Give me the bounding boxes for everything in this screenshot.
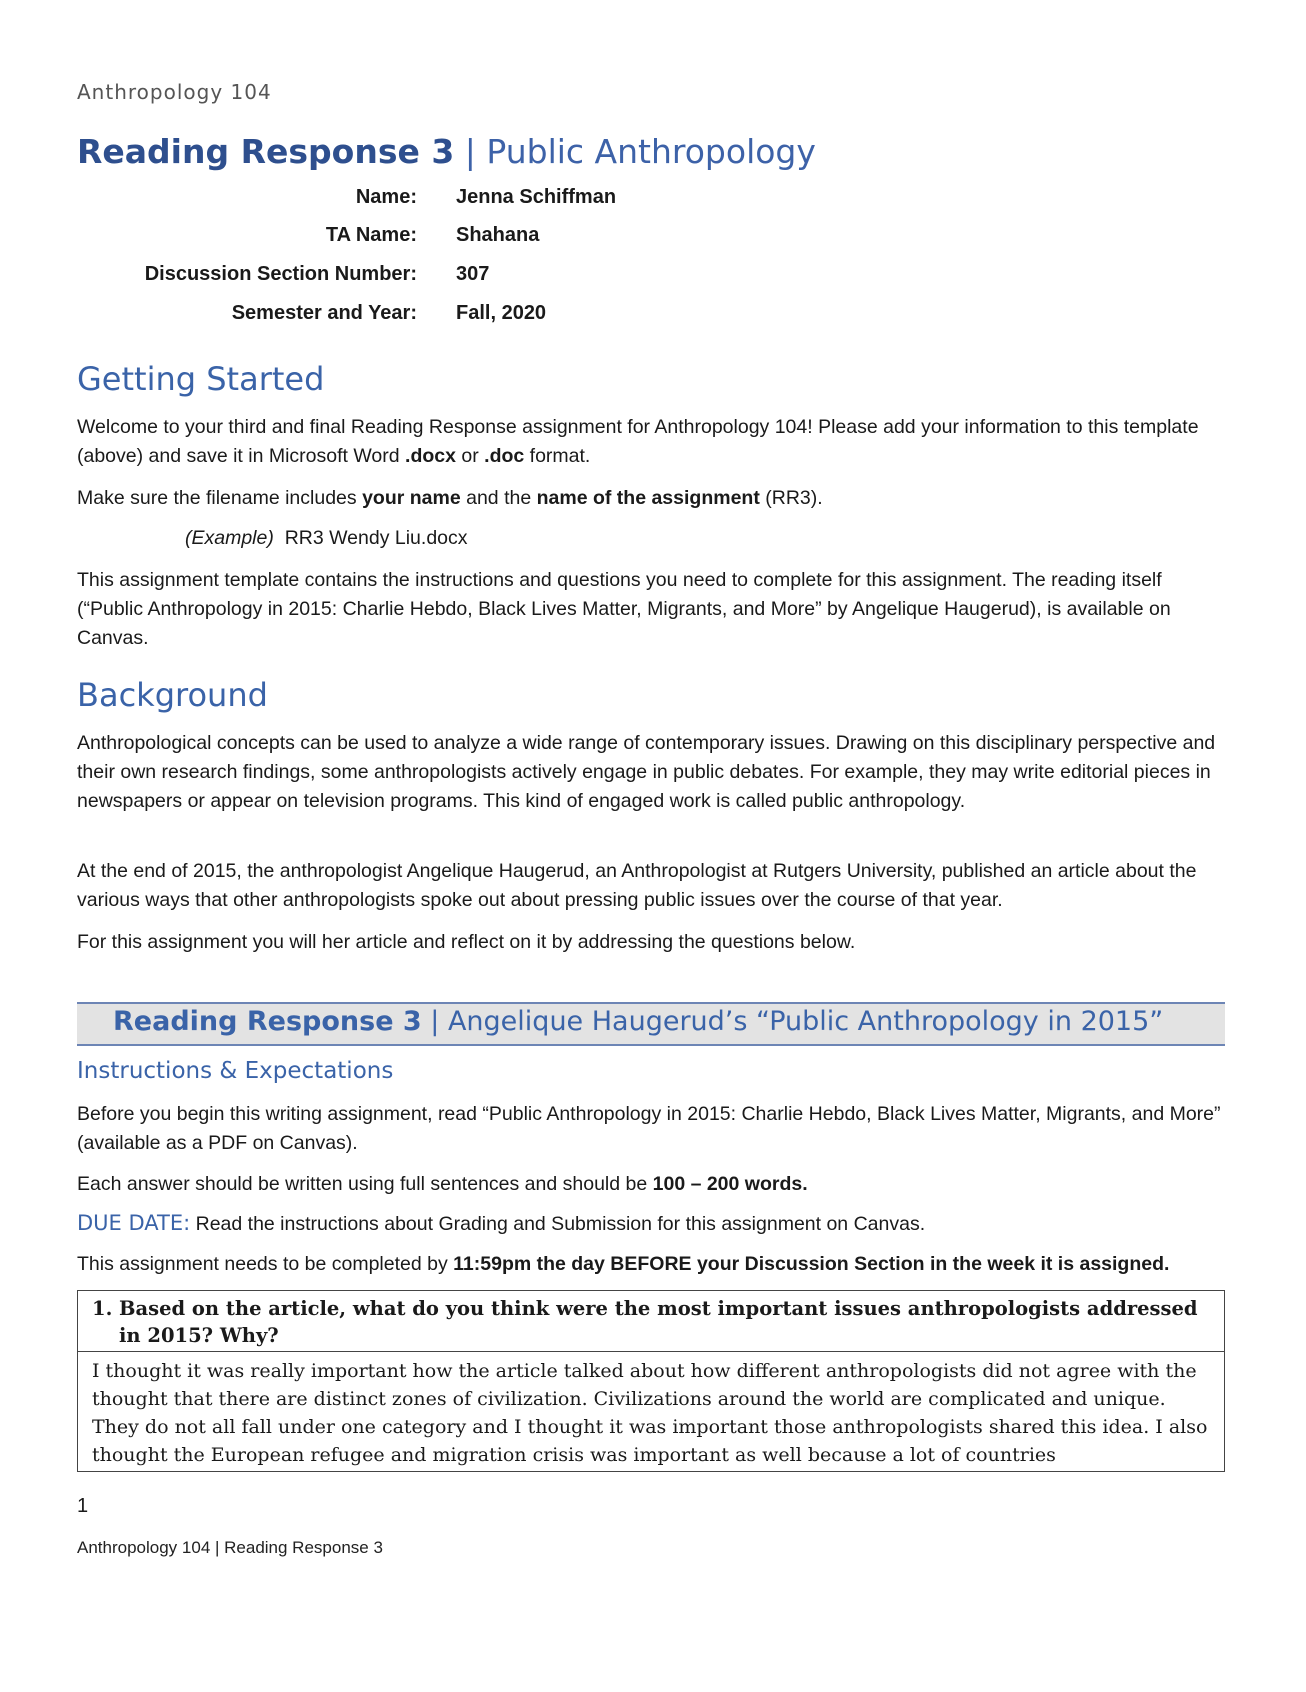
due-date-label: DUE DATE: bbox=[77, 1211, 191, 1235]
text-run: Welcome to your third and final Reading Response assignment for Anthropology 104! Please add your information to this template (above) and save it in Microsoft Word bbox=[77, 416, 1199, 467]
background-heading: Background bbox=[77, 676, 268, 714]
instructions-paragraph-2 bbox=[77, 1170, 1227, 1199]
background-paragraph-3: For this assignment you will her article and reflect on it by addressing the questions below. bbox=[77, 931, 856, 953]
banner-title bbox=[113, 1006, 1163, 1037]
info-label: TA Name: bbox=[325, 224, 417, 246]
page-footer: Anthropology 104 | Reading Response 3 bbox=[77, 1538, 383, 1557]
deadline-paragraph bbox=[77, 1250, 1227, 1279]
text-run: and the bbox=[460, 487, 537, 509]
question-1-header bbox=[78, 1291, 1224, 1352]
getting-started-paragraph-1 bbox=[77, 413, 1227, 471]
text-run-bold: .doc bbox=[484, 445, 525, 467]
text-run: or bbox=[455, 445, 485, 467]
text-run-bold: your name bbox=[362, 487, 461, 509]
page-number: 1 bbox=[77, 1495, 89, 1517]
text-run: format. bbox=[524, 445, 591, 467]
info-value: Jenna Schiffman bbox=[456, 186, 617, 208]
question-1-box bbox=[77, 1290, 1225, 1472]
banner-rest: | Angelique Haugerud’s “Public Anthropology in 2015” bbox=[421, 1006, 1164, 1037]
course-name: Anthropology 104 bbox=[77, 80, 272, 104]
question-1-text bbox=[92, 1295, 1202, 1349]
question-number: 1. bbox=[92, 1297, 113, 1320]
text-run: This assignment needs to be completed by bbox=[77, 1253, 454, 1275]
text-run-bold: name of the assignment bbox=[536, 487, 760, 509]
example-value: RR3 Wendy Liu.docx bbox=[273, 527, 468, 549]
title-bold: Reading Response 3 bbox=[77, 132, 455, 171]
info-value: 307 bbox=[456, 263, 490, 285]
getting-started-heading: Getting Started bbox=[77, 360, 325, 398]
text-run-bold: .docx bbox=[405, 445, 456, 467]
text-run: Make sure the filename includes bbox=[77, 487, 363, 509]
background-paragraph-2: At the end of 2015, the anthropologist Angelique Haugerud, an Anthropologist at Rutgers University, published an article about the various ways that other anthropologists spoke out about pressing public issues over the course of that year. bbox=[77, 860, 1197, 911]
getting-started-paragraph-3: This assignment template contains the instructions and questions you need to complete for this assignment. The reading itself (“Public Anthropology in 2015: Charlie Hebdo, Black Lives Matter, Migrants, and More” by Angelique Haugerud), is available on Canvas. bbox=[77, 569, 1171, 649]
info-label: Discussion Section Number: bbox=[144, 263, 417, 285]
question-label: Based on the article, what do you think were the most important issues anthropologists addressed in 2015? Why? bbox=[119, 1297, 1198, 1347]
info-value: Shahana bbox=[456, 224, 540, 246]
question-1-answer[interactable]: I thought it was really important how the article talked about how different anthropologists did not agree with the thought that there are distinct zones of civilization. Civilizations around the world are complicated and unique. They do not all fall under one category and I thought it was important those anthropologists shared this idea. I also thought the European refugee and migration crisis was important as well because a lot of countries bbox=[92, 1360, 1208, 1466]
banner-bold: Reading Response 3 bbox=[113, 1006, 422, 1037]
info-label: Semester and Year: bbox=[231, 302, 417, 324]
info-value: Fall, 2020 bbox=[456, 302, 547, 324]
text-run: (RR3). bbox=[759, 487, 823, 509]
title-separator: | bbox=[454, 132, 487, 171]
text-run-bold: 100 – 200 words. bbox=[652, 1173, 808, 1195]
info-label: Name: bbox=[355, 186, 417, 208]
getting-started-paragraph-2 bbox=[77, 484, 1227, 513]
page-title bbox=[77, 132, 816, 171]
text-run: Each answer should be written using full sentences and should be bbox=[77, 1173, 653, 1195]
background-paragraph-1: Anthropological concepts can be used to analyze a wide range of contemporary issues. Drawing on this disciplinary perspective and their own research findings, some anthropologists actively engage in public debates. For example, they may write editorial pieces in newspapers or appear on television programs. This kind of engaged work is called public anthropology. bbox=[77, 732, 1216, 812]
instructions-paragraph-1: Before you begin this writing assignment, read “Public Anthropology in 2015: Charlie Hebdo, Black Lives Matter, Migrants, and More” (available as a PDF on Canvas). bbox=[77, 1103, 1221, 1154]
instructions-heading: Instructions & Expectations bbox=[77, 1058, 394, 1084]
text-run: Read the instructions about Grading and Submission for this assignment on Canvas. bbox=[190, 1213, 926, 1235]
section-banner bbox=[77, 1002, 1225, 1046]
title-subject: Public Anthropology bbox=[486, 132, 816, 171]
due-date-paragraph bbox=[77, 1209, 1227, 1239]
example-label: (Example) bbox=[185, 527, 274, 549]
filename-example bbox=[185, 527, 468, 550]
text-run-bold: 11:59pm the day BEFORE your Discussion Section in the week it is assigned. bbox=[453, 1253, 1170, 1275]
